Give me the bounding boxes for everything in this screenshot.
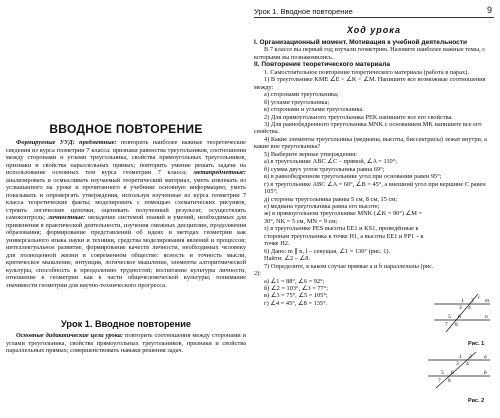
task-1-1-b: б) углами треугольника; <box>264 98 330 106</box>
task-1-5-c: в) в равнобедренном треугольнике угол при основании равен 95°; <box>264 173 442 181</box>
task-1-5: 5) Выберите верные утверждения: <box>264 150 357 158</box>
personal-text: овладение системой знаний и умений, необходимых для применения в практической деятельности, изучения смежных дисциплин, продолжения образования; формирование представлений об идеях и методах геометрии как универсального языка науки и техники, средства моделирования явлений и процессов; интеллектуальное развитие, формирование качеств личности, необходимых человеку для полноценной жизни в современном обществе: ясность и точность мысли, критическое мышление, интуиция, логическое мышление, элементы алгоритмической культуры, способность к преодолению трудностей; воспитание культуры личности, отношение к геометрии как к части общечеловеческой культуры; понимание значимости геометрии для научно-технического прогресса. <box>6 214 246 289</box>
angle-6: 6 <box>451 370 454 376</box>
uud-text: повторить наиболее важные теоретические сведения из курса геометрии 7 класса: признаки равенства треугольников, соотношения между сторонами и углами треугольника, свойства прямоугольных треугольников, признаки и свойства параллельных прямых; повторить умение решать задачи на использование основных тем курса геометрии 7 класса; <box>6 139 246 176</box>
task-1-1-a: а) сторонами треугольника; <box>264 91 339 99</box>
chapter-title: ВВОДНОЕ ПОВТОРЕНИЕ <box>49 122 203 136</box>
uud-block <box>6 139 246 289</box>
label-n: n <box>485 314 488 320</box>
task-1-5-d: г) в треугольнике ABC ∠A = 60°, ∠B = 45°, а внешний угол при вершине C равен 105°; <box>264 180 486 196</box>
goals-label: Основные дидактические цели урока: <box>16 332 124 339</box>
angle-3: 3 <box>459 305 462 311</box>
angle-4: 4 <box>466 361 469 367</box>
task-1-3: 3) Для равнобедренного треугольника MNK с основанием MK напишите все его свойства. <box>254 120 482 136</box>
goals-text: повторить соотношения между сторонами и углами треугольника, свойства прямоугольных треугольников, признаки и свойства параллельных прямых; совершенствовать навыки решения задач. <box>6 332 246 354</box>
task-1-7-a: а) ∠1 = 88°, ∠6 = 92°; <box>264 277 325 285</box>
label-m: m <box>485 298 489 304</box>
course-title: Ход урока <box>347 25 401 35</box>
figure-1-caption: Рис. 1 <box>468 341 485 347</box>
angle-6: 6 <box>458 314 461 320</box>
section-1-title: I. Организационный момент. Мотивация к учебной деятельности <box>254 39 468 46</box>
figure-1-diagram <box>432 292 492 338</box>
section-2-title: II. Повторение теоретического материала <box>254 61 391 69</box>
angle-5: 5 <box>448 314 451 320</box>
task-1-6: 6) Дано: m ∥ n, l – секущая, ∠1 = 130° (рис. 1). <box>264 247 391 255</box>
task-1-1: 1) В треугольнике KME ∠E < ∠K < ∠M. Напишите все возможные соотношения между: <box>254 76 486 91</box>
task-1-7-d: г) ∠4 = 45°, ∠8 = 135°. <box>264 299 328 307</box>
task-1-4: 4) Какие элементы треугольника (медианы, высоты, биссектрисы) лежат внутри, а какие вне треугольника? <box>254 135 487 151</box>
running-title: Урок 1. Вводное повторение <box>254 7 353 16</box>
running-header <box>254 6 494 18</box>
section-1-text: В 7 классе вы первый год изучали геометрию. Назовите наиболее важные темы, с которыми вы познакомились. <box>254 46 486 61</box>
task-1-5-h: з) в треугольнике PES высоты EE1 и KS1, проведённые к сторонам треугольника к точке H1, а высоты EE1 и PP1 – к точке H2. <box>264 225 424 248</box>
angle-2: 2 <box>469 354 472 360</box>
angle-3: 3 <box>456 361 459 367</box>
angle-1: 1 <box>459 354 462 360</box>
personal-label: личностные: <box>47 214 86 221</box>
task-1-7: 7) Определите, в каком случае прямые a и b параллельны (рис. 2): <box>254 262 434 278</box>
meta-text: анализировать и осмысливать изучаемый теоретический материал, уметь извлекать из услышанного на уроке и прочитанного в учебнике основную информацию; уметь показывать и опровергать утверждения, используя изученные из курса геометрии 7 класса теоретические факты; моделировать с помощью схематических рисунков, строить логические цепочки, оценивать полученный результат, осуществлять самоконтроль; <box>6 176 246 221</box>
page-number: 9 <box>486 5 492 15</box>
task-1-6-find: Найти: ∠2 – ∠8. <box>264 255 310 263</box>
task-1-5-e: д) стороны треугольника равны 5 см, 8 см, 15 см; <box>264 195 398 203</box>
task-1: 1. Самостоятельное повторение теоретического материала (работа в парах). <box>264 68 469 76</box>
angle-5: 5 <box>441 370 444 376</box>
angle-1: 1 <box>461 298 464 304</box>
angle-8: 8 <box>455 322 458 328</box>
angle-8: 8 <box>448 378 451 384</box>
label-l: l <box>478 295 480 301</box>
task-1-7-b: б) ∠2 = 103°, ∠3 = 77°; <box>264 284 329 292</box>
task-1-1-c: в) сторонами и углами треугольника. <box>264 106 364 114</box>
angle-7: 7 <box>438 378 441 384</box>
task-1-2: 2) Для прямоугольного треугольника PEK напишите все его свойства. <box>264 113 453 121</box>
angle-2: 2 <box>471 298 474 304</box>
lesson-flow <box>254 39 494 307</box>
meta-label: метапредметные: <box>193 169 246 176</box>
figure-2-caption: Рис. 2 <box>468 398 485 404</box>
label-a: a <box>484 354 487 360</box>
task-1-5-b: б) сумма двух углов треугольника равна 69°; <box>264 165 385 173</box>
task-1-7-c: в) ∠3 = 75°, ∠5 = 105°; <box>264 292 328 300</box>
lesson-title: Урок 1. Вводное повторение <box>61 319 191 329</box>
angle-7: 7 <box>445 322 448 328</box>
uud-label: Формируемые УУД: предметные: <box>16 139 117 146</box>
label-b: b <box>484 370 487 376</box>
angle-4: 4 <box>468 305 471 311</box>
goals-block <box>6 332 246 355</box>
task-1-5-g: ж) в прямоугольном треугольнике MNK (∠K = 90°) ∠M = 30°, NK = 5 см, MN = 9 см; <box>264 210 423 225</box>
figure-2-diagram <box>426 350 492 392</box>
task-1-5-f: е) медиана треугольника равна его высоте; <box>264 202 380 210</box>
task-1-5-a: а) в треугольнике ABC ∠C – прямой, ∠A = 110°; <box>264 158 398 166</box>
